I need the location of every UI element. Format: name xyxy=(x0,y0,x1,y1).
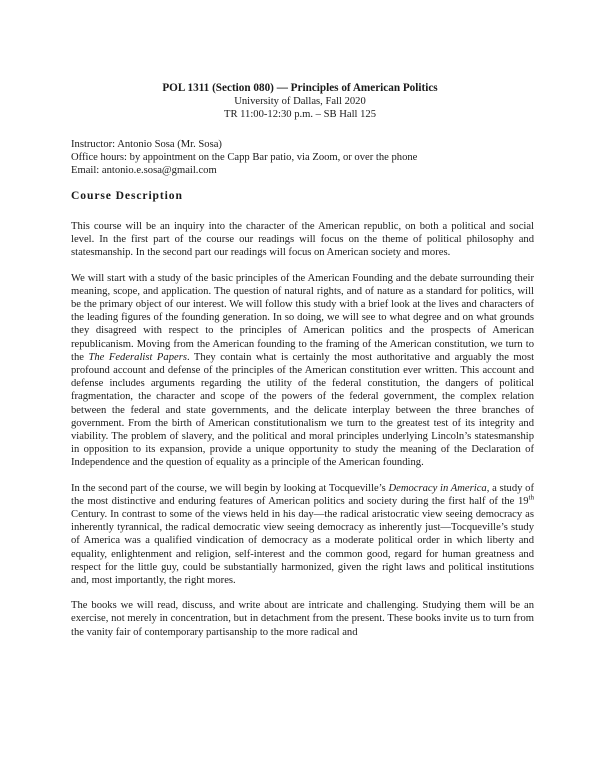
paragraph-text: . They contain what is certainly the most authoritative and arguably the most profound account and defense of the principles of the American constitution ever written. This account and defense includes arguments regarding the utility of the federal constitution, the dangers of political fragmentation, the character and scope of the powers of the federal government, the complex relation between the federal and state governments, and the delicate interplay between the three branches of government. From the birth of American constitutionalism we turn to the greatest test of its integrity and viability. The problem of slavery, and the political and moral principles underlying Lincoln’s statesmanship in opposition to its expansion, provide a unique opportunity to study the meaning of the Declaration of Independence and the question of equality as a principle of the American founding. xyxy=(71,351,535,469)
book-title: Democracy in America xyxy=(388,482,487,494)
paragraph-text: , a study of the most distinctive and enduring features of American politics and society during the first half of the 19 xyxy=(71,482,534,507)
course-description xyxy=(71,220,534,651)
instructor-contact xyxy=(71,138,531,178)
paragraph-text: We will start with a study of the basic principles of the American Founding and the debate surrounding their meaning, scope, and application. The question of natural rights, and of nature as a standard for politics, will be the primary object of our interest. We will follow this study with a brief look at the lives and characters of the leading figures of the founding generation. In so doing, we will see to what degree and on what grounds they disagreed with respect to the principles of American politics and the prospects of American republicanism. Moving from the American founding to the framing of the American constitution, we turn to the xyxy=(71,272,534,363)
office-hours: Office hours: by appointment on the Capp Bar patio, via Zoom, or over the phone xyxy=(71,152,418,164)
paragraph-text: In the second part of the course, we will begin by looking at Tocqueville’s xyxy=(71,482,389,494)
paragraph-text: Century. In contrast to some of the views held in his day—the radical aristocratic view seeing democracy as inherently tyrannical, the radical democratic view seeing democracy as inherently just—Tocqueville’s study of America was a qualified vindication of democracy as a moderate political order in which liberty and equality, enlightenment and religion, self-interest and the common good, regard for human greatness and respect for the little guy, could be substantially harmonized, given the right laws and political institutions and, most importantly, the right mores. xyxy=(71,509,534,587)
class-schedule: TR 11:00-12:30 p.m. – SB Hall 125 xyxy=(223,109,377,121)
superscript: th xyxy=(528,493,534,502)
course-title: POL 1311 (Section 080) — Principles of American Politics xyxy=(162,82,438,94)
university-term: University of Dallas, Fall 2020 xyxy=(234,96,366,108)
paragraph xyxy=(71,220,534,260)
course-header xyxy=(0,82,600,122)
instructor-name: Instructor: Antonio Sosa (Mr. Sosa) xyxy=(71,139,222,150)
section-heading: Course Description xyxy=(71,189,183,202)
paragraph-text: The books we will read, discuss, and write about are intricate and challenging. Studying them will be an exercise, not merely in concentration, but in detachment from the present. These books invite us to turn from the vanity fair of contemporary partisanship to the more radical and xyxy=(71,600,534,638)
book-title: The Federalist Papers xyxy=(88,351,187,363)
paragraph xyxy=(71,272,534,470)
paragraph xyxy=(71,599,534,639)
paragraph xyxy=(71,482,534,588)
instructor-email: Email: antonio.e.sosa@gmail.com xyxy=(71,165,217,177)
paragraph-text: This course will be an inquiry into the character of the American republic, on both a political and social level. In the first part of the course our readings will focus on the theme of political philosophy and statesmanship. In the second part our readings will focus on American society and mores. xyxy=(71,221,534,259)
